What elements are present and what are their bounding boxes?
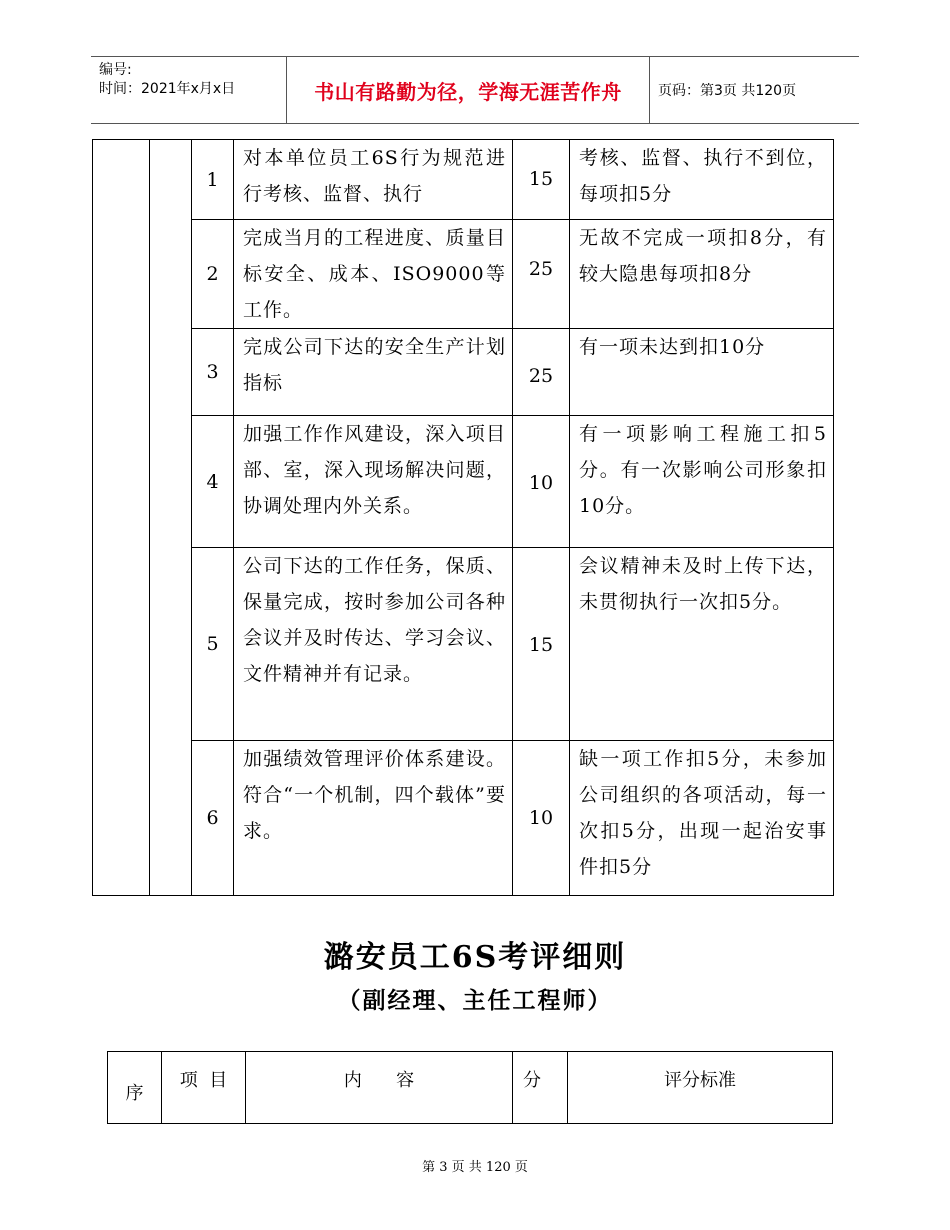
- row-content: 加强工作作风建设，深入项目部、室，深入现场解决问题，协调处理内外关系。: [234, 416, 513, 548]
- row-content: 完成公司下达的安全生产计划指标: [234, 329, 513, 416]
- row-score: 15: [513, 140, 570, 220]
- table-row: [93, 329, 834, 416]
- row-content: 加强绩效管理评价体系建设。符合“一个机制，四个载体”要求。: [234, 741, 513, 896]
- row-score: 10: [513, 416, 570, 548]
- table-header-row: [108, 1052, 833, 1124]
- row-score: 10: [513, 741, 570, 896]
- row-score: 25: [513, 220, 570, 329]
- row-number: 5: [192, 548, 234, 741]
- header-score: 分: [513, 1052, 568, 1124]
- row-score: 15: [513, 548, 570, 741]
- header-criteria: 评分标准: [568, 1052, 833, 1124]
- table-row: [93, 220, 834, 329]
- row-criteria: 有一项未达到扣10分: [570, 329, 834, 416]
- row-number: 2: [192, 220, 234, 329]
- page-footer: 第 3 页 共 120 页: [422, 1160, 528, 1175]
- header-page-label: 页码：第3页 共120页: [658, 83, 797, 99]
- row-number: 4: [192, 416, 234, 548]
- scoring-table: [92, 139, 834, 896]
- row-number: 3: [192, 329, 234, 416]
- row-content: 对本单位员工6S行为规范进行考核、监督、执行: [234, 140, 513, 220]
- row-score: 25: [513, 329, 570, 416]
- header-seq: 序: [108, 1052, 162, 1124]
- row-number: 1: [192, 140, 234, 220]
- row-criteria: 缺一项工作扣5分，未参加公司组织的各项活动，每一次扣5分，出现一起治安事件扣5分: [570, 741, 834, 896]
- code-label: 编号:: [99, 62, 132, 78]
- row-criteria: 会议精神未及时上传下达，未贯彻执行一次扣5分。: [570, 548, 834, 741]
- header-meta: [99, 61, 235, 99]
- row-criteria: 考核、监督、执行不到位，每项扣5分: [570, 140, 834, 220]
- blank-cell: [93, 140, 150, 896]
- table-row: [93, 548, 834, 741]
- row-criteria: 有一项影响工程施工扣5分。有一次影响公司形象扣10分。: [570, 416, 834, 548]
- row-content: 公司下达的工作任务，保质、保量完成，按时参加公司各种会议并及时传达、学习会议、文件精神并有记录。: [234, 548, 513, 741]
- table-row: [93, 416, 834, 548]
- time-label: 时间：2021年x月x日: [99, 81, 236, 97]
- row-criteria: 无故不完成一项扣8分，有较大隐患每项扣8分: [570, 220, 834, 329]
- table-row: [93, 741, 834, 896]
- header-motto: 书山有路勤为径，学海无涯苦作舟: [286, 57, 650, 123]
- table-row: [93, 140, 834, 220]
- row-content: 完成当月的工程进度、质量目标安全、成本、ISO9000等工作。: [234, 220, 513, 329]
- document-subtitle: （副经理、主任工程师）: [337, 987, 613, 1014]
- criteria-header-table: [107, 1051, 833, 1124]
- blank-cell: [150, 140, 192, 896]
- row-number: 6: [192, 741, 234, 896]
- document-title: 潞安员工6S考评细则: [323, 940, 627, 975]
- page-header: [91, 56, 859, 124]
- header-content: 内 容: [246, 1052, 513, 1124]
- header-item: 项 目: [162, 1052, 246, 1124]
